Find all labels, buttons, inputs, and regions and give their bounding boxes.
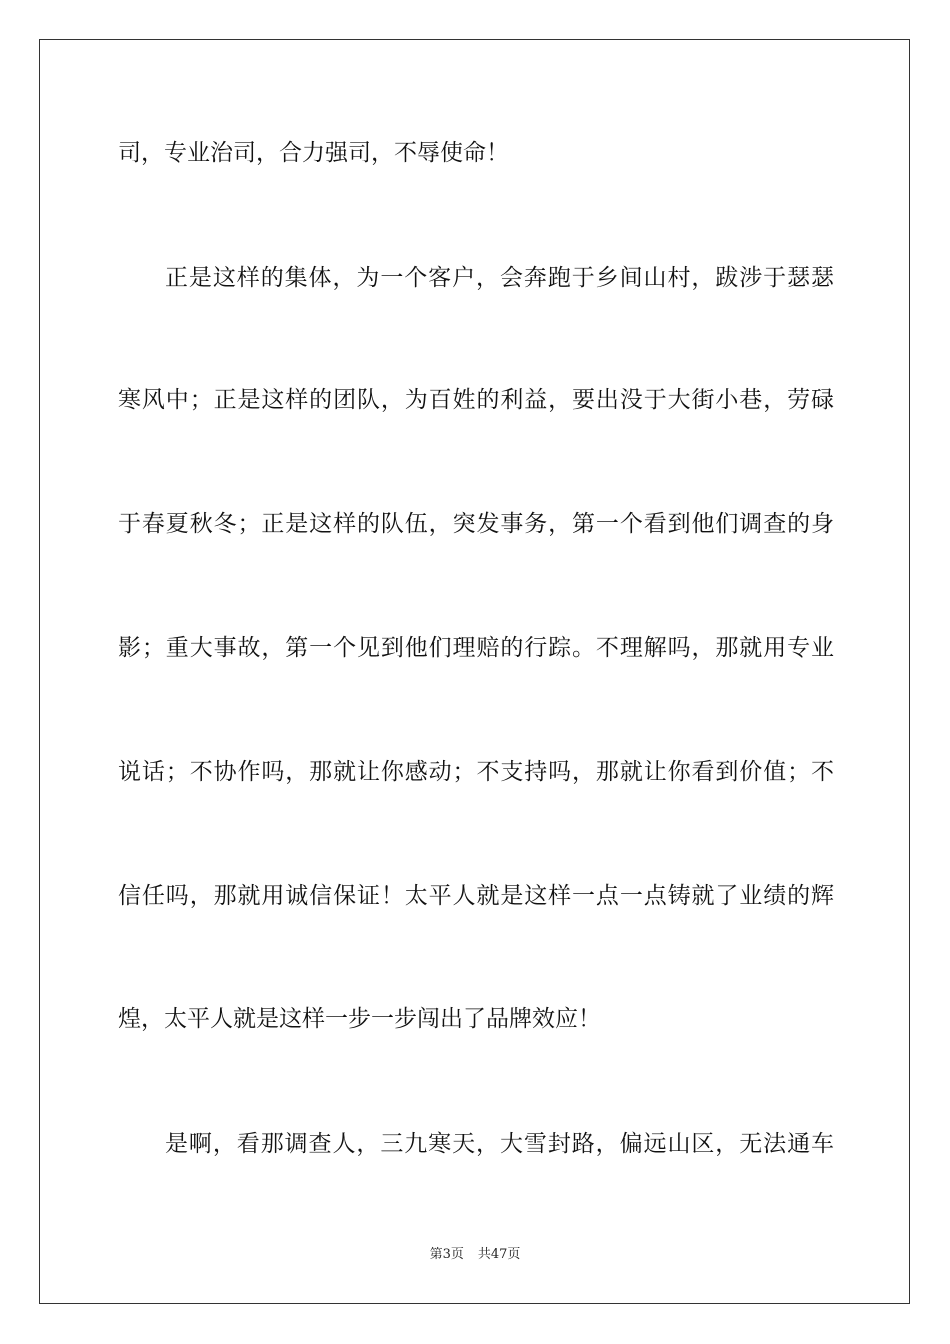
paragraph-line-8: 煌，太平人就是这样一步一步闯出了品牌效应！: [118, 1006, 601, 1032]
page-footer: [0, 1246, 950, 1264]
paragraph-line-3: 寒风中；正是这样的团队，为百姓的利益，要出没于大街小巷，劳碌: [118, 387, 834, 413]
page-total: 共47页: [477, 1247, 521, 1262]
paragraph-line-5: 影；重大事故，第一个见到他们理赔的行踪。不理解吗，那就用专业: [118, 635, 834, 661]
paragraph-line-7: 信任吗，那就用诚信保证！太平人就是这样一点一点铸就了业绩的辉: [118, 883, 834, 909]
paragraph-line-2: 正是这样的集体，为一个客户，会奔跑于乡间山村，跋涉于瑟瑟: [165, 265, 834, 291]
page-border: [39, 39, 910, 1304]
paragraph-line-9: 是啊，看那调查人，三九寒天，大雪封路，偏远山区，无法通车: [165, 1131, 834, 1157]
page-number: 第3页: [429, 1247, 464, 1262]
paragraph-line-6: 说话；不协作吗，那就让你感动；不支持吗，那就让你看到价值；不: [118, 759, 834, 785]
paragraph-line-1: 司，专业治司，合力强司，不辱使命！: [118, 140, 509, 166]
paragraph-line-4: 于春夏秋冬；正是这样的队伍，突发事务，第一个看到他们调查的身: [118, 511, 834, 537]
